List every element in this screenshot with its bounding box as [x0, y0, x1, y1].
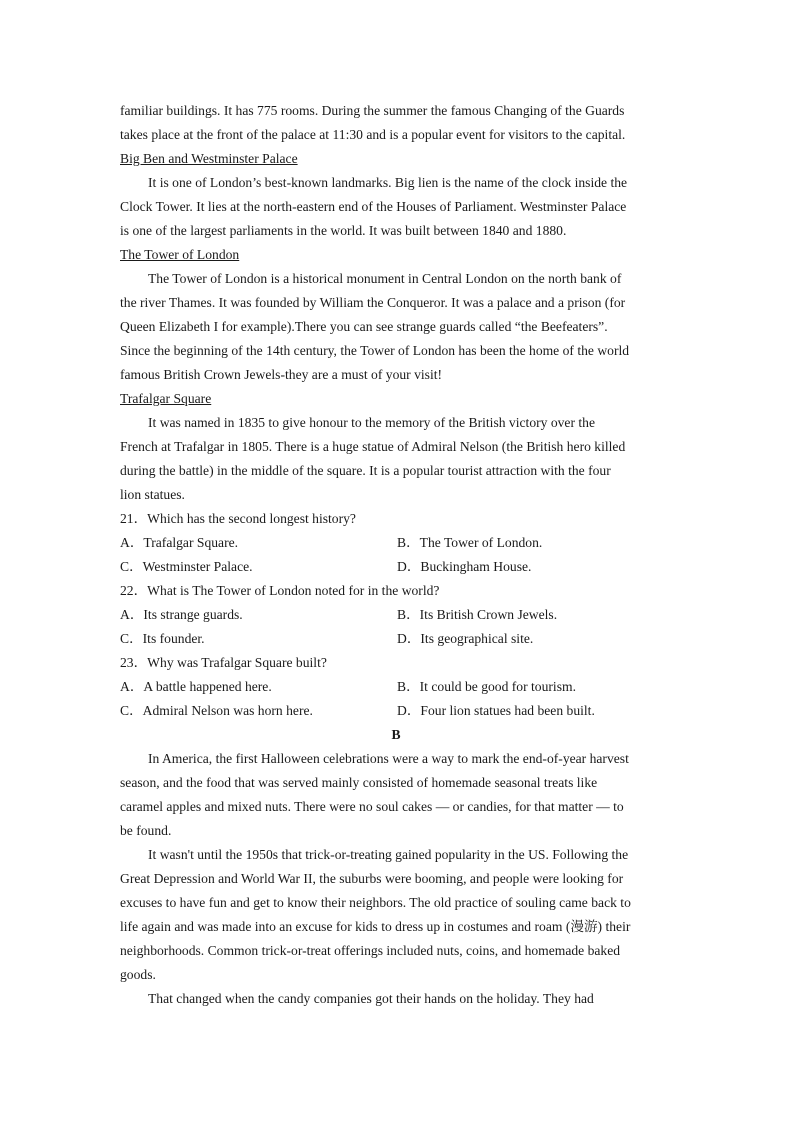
question-22-options-row-2 [120, 627, 672, 651]
text-line: caramel apples and mixed nuts. There were no soul cakes — or candies, for that matter — to [120, 799, 624, 814]
question-21-options-row-2 [120, 555, 672, 579]
text-line: Queen Elizabeth I for example).There you can see strange guards called “the Beefeaters”. [120, 319, 608, 334]
option-b: B．It could be good for tourism. [397, 679, 576, 694]
option-c: C．Its founder. [120, 631, 205, 646]
text-line: It was named in 1835 to give honour to the memory of the British victory over the [148, 415, 595, 430]
option-b: B．Its British Crown Jewels. [397, 607, 558, 622]
text-line: neighborhoods. Common trick-or-treat offerings included nuts, coins, and homemade baked [120, 943, 621, 958]
text-line: the river Thames. It was founded by William the Conqueror. It was a palace and a prison (for [120, 295, 626, 310]
section-heading-trafalgar: Trafalgar Square [120, 391, 212, 406]
option-a: A．A battle happened here. [120, 679, 272, 694]
text-line: Great Depression and World War II, the suburbs were booming, and people were looking for [120, 871, 624, 886]
text-line: familiar buildings. It has 775 rooms. During the summer the famous Changing of the Guards [120, 103, 625, 118]
option-d: D．Four lion statues had been built. [397, 703, 595, 718]
option-c: C．Admiral Nelson was horn here. [120, 703, 313, 718]
section-heading-big-ben: Big Ben and Westminster Palace [120, 151, 298, 166]
text-line: It wasn't until the 1950s that trick-or-treating gained popularity in the US. Following the [148, 847, 629, 862]
option-a: A．Its strange guards. [120, 607, 243, 622]
text-line: goods. [120, 967, 156, 982]
question-23-options-row-1 [120, 675, 672, 699]
text-line: takes place at the front of the palace at 11:30 and is a popular event for visitors to the capital. [120, 127, 626, 142]
text-line: season, and the food that was served mainly consisted of homemade seasonal treats like [120, 775, 598, 790]
question-22-options-row-1 [120, 603, 672, 627]
question-23-stem: 23．Why was Trafalgar Square built? [120, 655, 327, 670]
text-line: The Tower of London is a historical monument in Central London on the north bank of [148, 271, 622, 286]
text-line: is one of the largest parliaments in the world. It was built between 1840 and 1880. [120, 223, 567, 238]
text-line: during the battle) in the middle of the square. It is a popular tourist attraction with the four [120, 463, 611, 478]
text-line: That changed when the candy companies got their hands on the holiday. They had [148, 991, 594, 1006]
text-line: excuses to have fun and get to know their neighbors. The old practice of souling came back to [120, 895, 631, 910]
question-21-options-row-1 [120, 531, 672, 555]
option-a: A．Trafalgar Square. [120, 535, 239, 550]
text-line: famous British Crown Jewels-they are a must of your visit! [120, 367, 443, 382]
text-line: lion statues. [120, 487, 185, 502]
text-line: French at Trafalgar in 1805. There is a huge statue of Admiral Nelson (the British hero killed [120, 439, 626, 454]
text-line: Clock Tower. It lies at the north-eastern end of the Houses of Parliament. Westminster Palace [120, 199, 627, 214]
text-line: It is one of London’s best-known landmarks. Big lien is the name of the clock inside the [148, 175, 628, 190]
option-d: D．Its geographical site. [397, 631, 534, 646]
question-21-stem: 21．Which has the second longest history? [120, 511, 356, 526]
option-d: D．Buckingham House. [397, 559, 532, 574]
document-body [120, 99, 672, 1011]
section-b-title: B [391, 727, 401, 742]
section-heading-tower: The Tower of London [120, 247, 240, 262]
option-b: B．The Tower of London. [397, 535, 543, 550]
question-23-options-row-2 [120, 699, 672, 723]
question-22-stem: 22．What is The Tower of London noted for in the world? [120, 583, 440, 598]
text-line: life again and was made into an excuse for kids to dress up in costumes and roam (漫游) their [120, 919, 631, 934]
option-c: C．Westminster Palace. [120, 559, 253, 574]
text-line: Since the beginning of the 14th century, the Tower of London has been the home of the world [120, 343, 630, 358]
text-line: be found. [120, 823, 172, 838]
text-line: In America, the first Halloween celebrations were a way to mark the end-of-year harvest [148, 751, 629, 766]
